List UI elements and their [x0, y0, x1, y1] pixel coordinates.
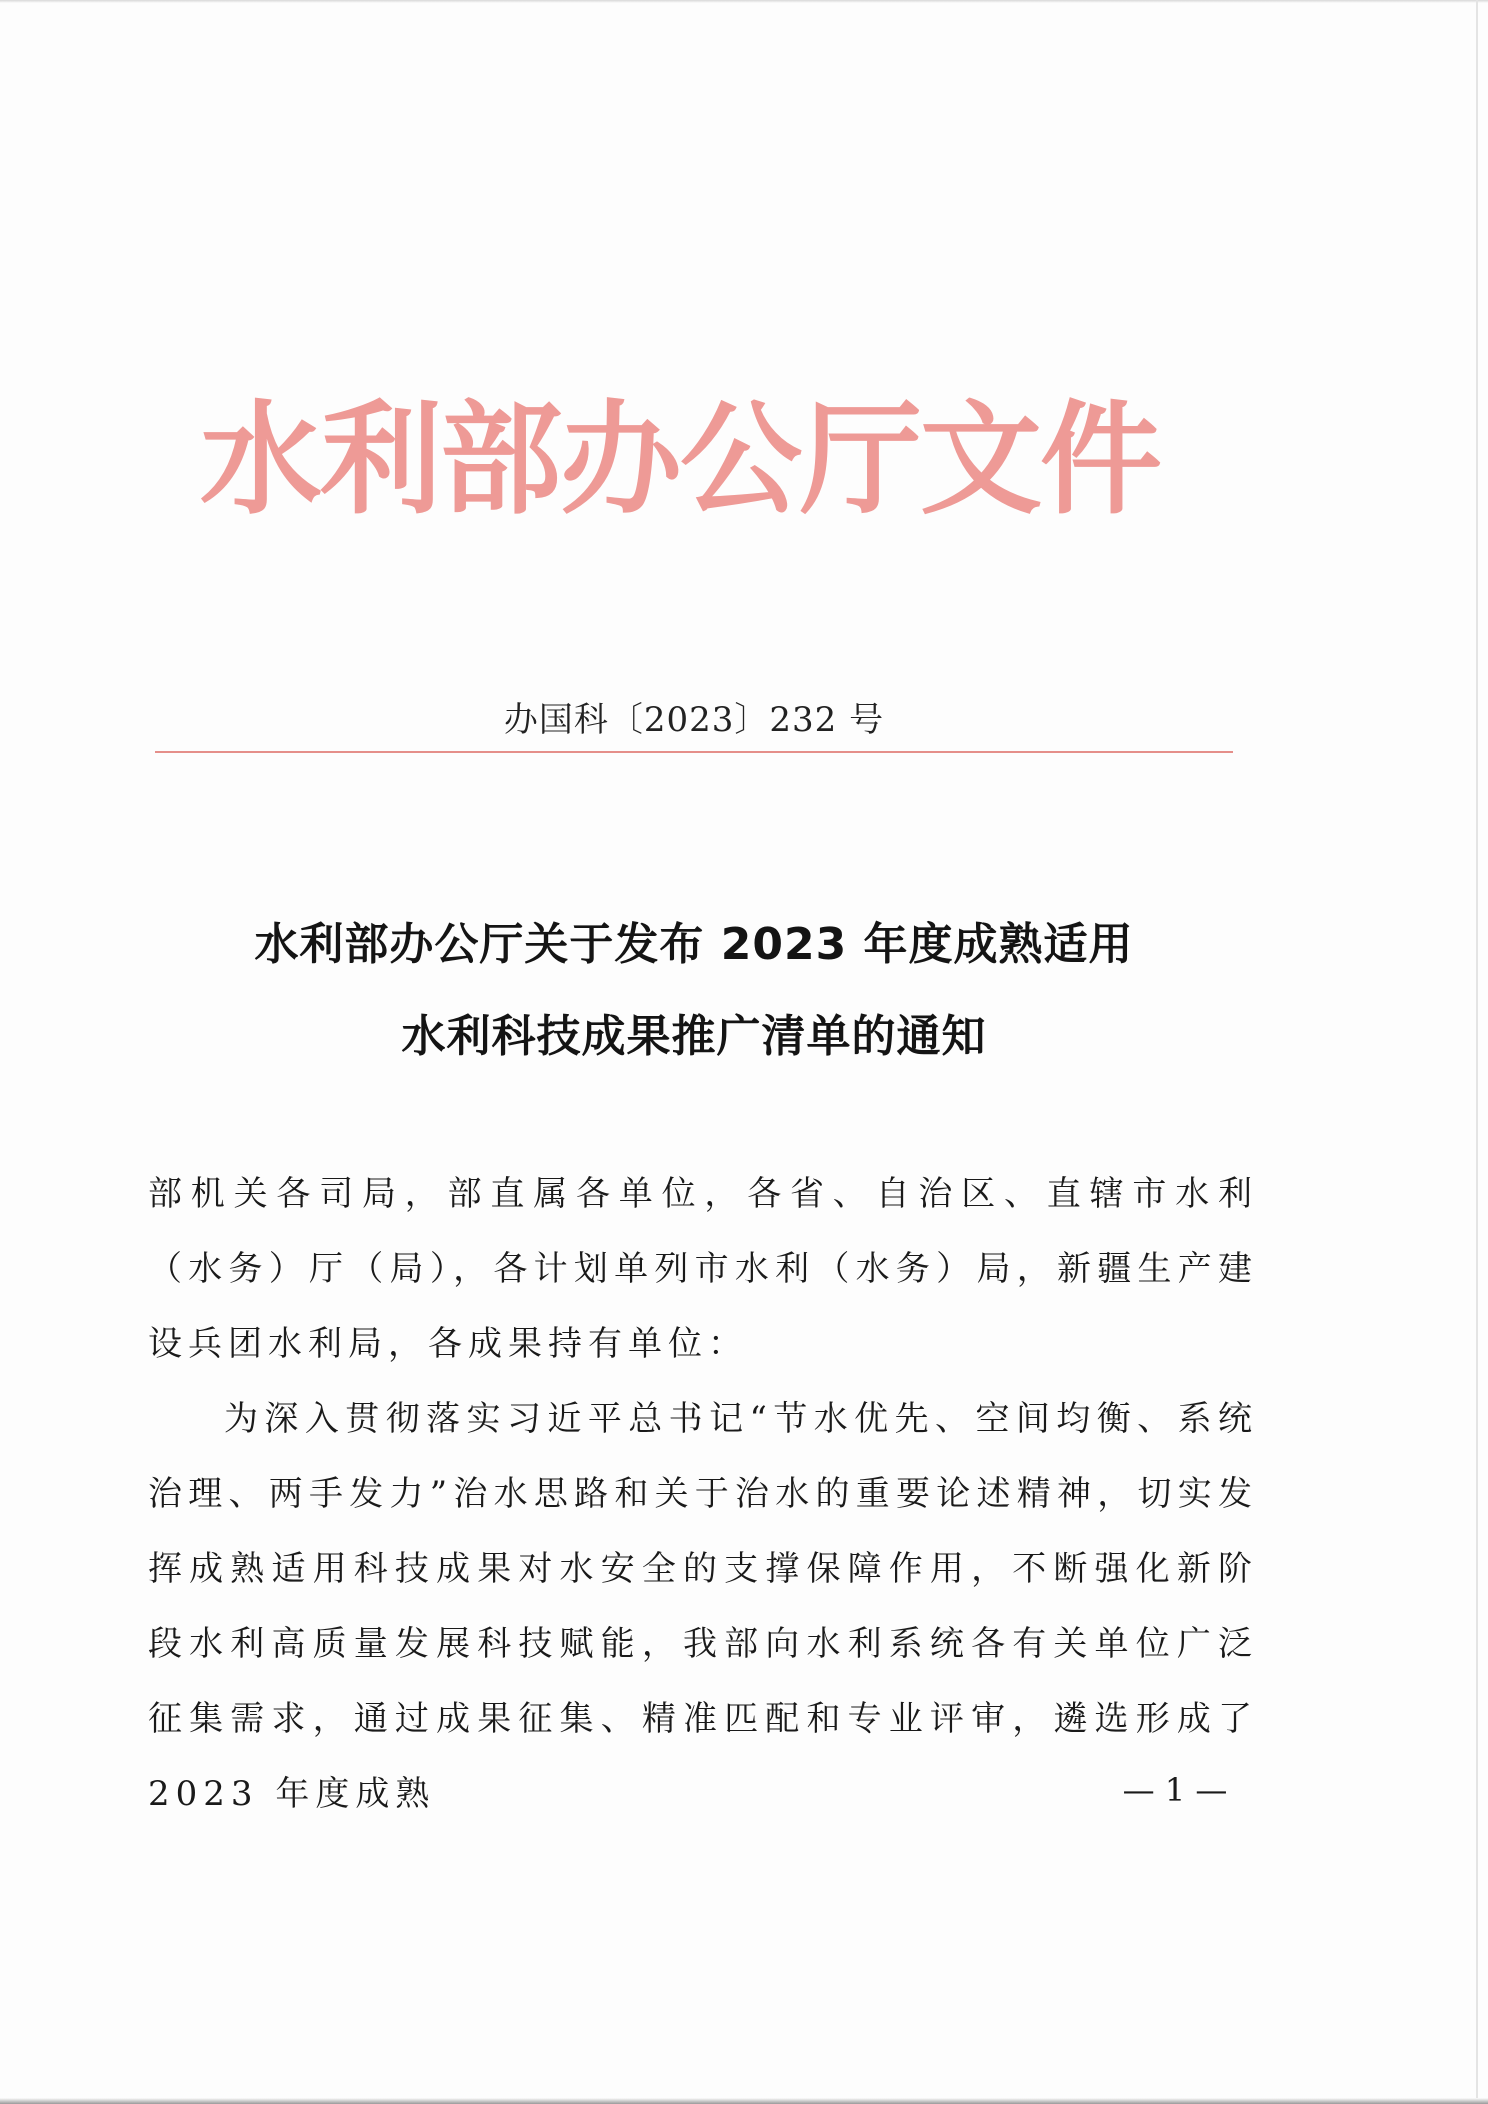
document-number: 办国科〔2023〕232 号 — [503, 700, 885, 740]
scan-edge-top — [0, 0, 1488, 3]
document-title-line-2: 水利科技成果推广清单的通知 — [401, 1011, 987, 1062]
red-header-title: 水利部办公厅文件 — [200, 389, 1160, 531]
document-title-line-1: 水利部办公厅关于发布 2023 年度成熟适用 — [254, 919, 1134, 970]
page-number: — 1 — — [1122, 1771, 1228, 1809]
body-paragraph: 为深入贯彻落实习近平总书记“节水优先、空间均衡、系统治理、两手发力”治水思路和关于治水的重要论述精神，切实发挥成熟适用科技成果对水安全的支撑保障作用，不断强化新阶段水利高质量发展科技赋能，我部向水利系统各有关单位广泛征集需求，通过成果征集、精准匹配和专业评审，遴选形成了 2023 年度成熟 — [148, 1399, 1258, 1814]
scan-edge-bottom — [0, 2098, 1488, 2104]
red-divider-line — [155, 751, 1233, 753]
scan-edge-right — [1476, 0, 1478, 2104]
addressee-paragraph: 部机关各司局，部直属各单位，各省、自治区、直辖市水利（水务）厅（局），各计划单列市水利（水务）局，新疆生产建设兵团水利局，各成果持有单位： — [148, 1174, 1258, 1364]
